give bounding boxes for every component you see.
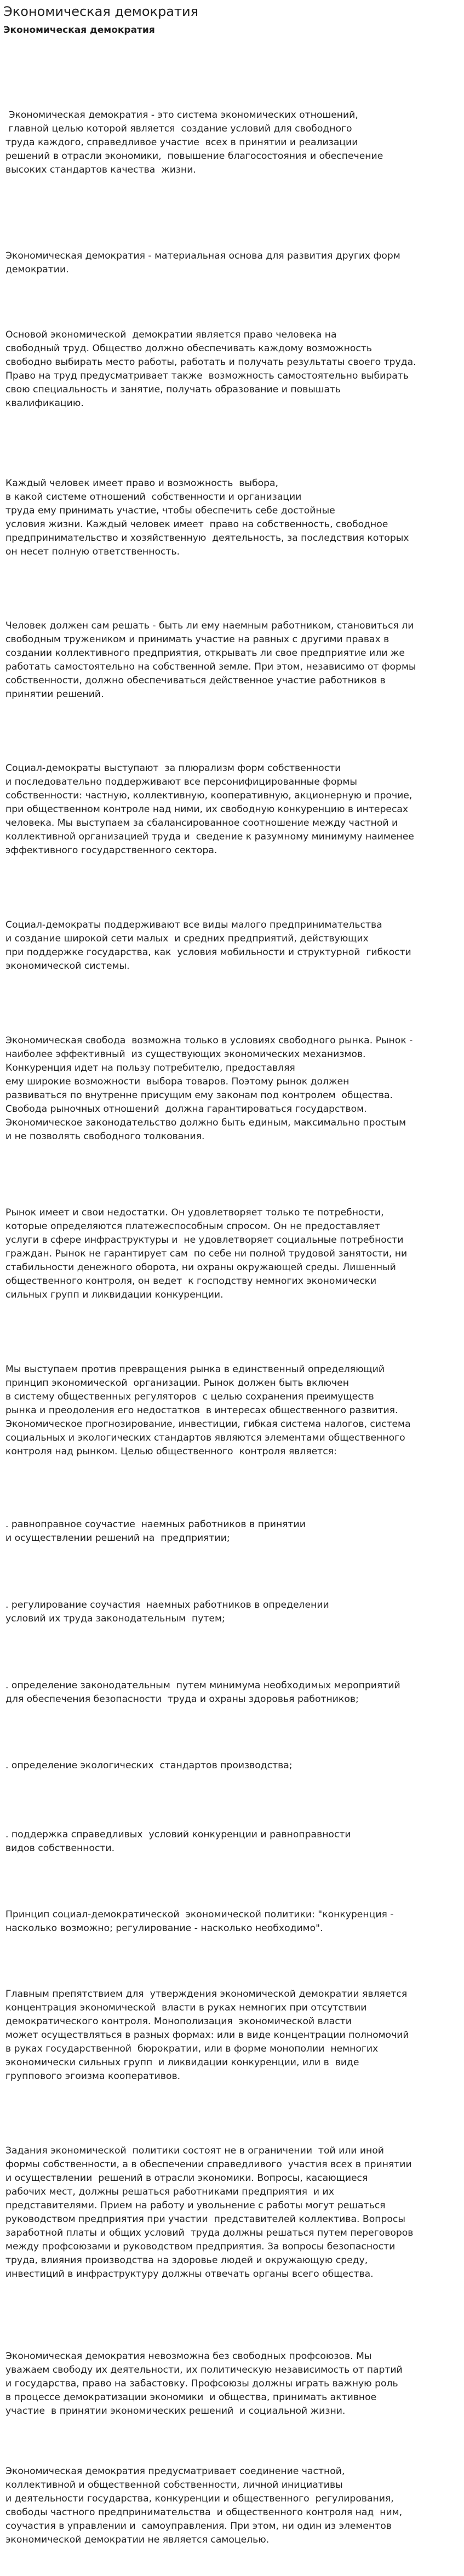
paragraph-free-market: Экономическая свобода возможна только в условиях свободного рынка. Рынок - наиболее эффективный из существующих экономических механизмов. Конкуренция идет на пользу потребителю, предоставляя ему широкие возможности выбора товаров. Поэтому рынок должен развиваться по внутренне присущим ему законам под контролем общества. Свобода рыночных отношений должна гарантироваться государством. Экономическое законодательство должно быть единым, максимально простым и не позволять свободного толкования. — [5, 1035, 413, 1142]
list-item-ecology: . определение экологических стандартов производства; — [5, 1760, 293, 1771]
paragraph-right-to-work: Основой экономической демократии является право человека на свободный труд. Общество должно обеспечивать каждому возможность свободно выбирать место работы, работать и получать результаты своего труда. Право на труд предусматривает также возможность самостоятельно выбирать свою специальность и занятие, получать образование и повышать квалификацию. — [5, 329, 416, 409]
paragraph-material-basis: Экономическая демократия - материальная основа для развития других форм демократии. — [5, 250, 400, 275]
paragraph-definition: Экономическая демократия - это система экономических отношений, главной целью которой является создание условий для свободного труда каждого, справедливое участие всех в принятии и реализации решений в отрасли экономики, повышение благосостояния и обеспечение высоких стандартов качества жизни. — [5, 110, 383, 175]
paragraph-conclusion: Экономическая демократия предусматривает соединение частной, коллективной и общественной собственности, личной инициативы и деятельности государства, конкуренции и общественного регулирования, свободы частного предпринимательства и общественного контроля над ним, соучастия в управлении и самоуправления. При этом, ни один из элементов экономической демократии не является самоцелью. — [5, 2466, 403, 2545]
page-title: Экономическая демократия — [3, 4, 199, 19]
paragraph-trade-unions: Экономическая демократия невозможна без свободных профсоюзов. Мы уважаем свободу их деятельности, их политическую независимость от партий и государства, право на забастовку. Профсоюзы должны играть важную роль в процессе демократизации экономики и общества, принимать активное участие в принятии экономических решений и социальной жизни. — [5, 2351, 403, 2417]
paragraph-small-business: Социал-демократы поддерживают все виды малого предпринимательства и создание широкой сети малых и средних предприятий, действующих при поддержке государства, как условия мобильности и структурной гибкости экономической системы. — [5, 919, 411, 972]
paragraph-pluralism: Социал-демократы выступают за плюрализм форм собственности и последовательно поддерживают все персонифицированные формы собственности: частную, коллективную, кооперативную, акционерную и прочие, при общественном контроле над ними, их свободную конкуренцию в интересах человека. Мы выступаем за сбалансированное соотношение между частной и коллективной организацией труда и сведение к разумному минимуму наименее эффективного государственного сектора. — [5, 763, 414, 856]
paragraph-right-to-choose: Каждый человек имеет право и возможность выбора, в какой системе отношений собственности и организации труда ему принимать участие, чтобы обеспечить себе достойные условия жизни. Каждый человек имеет право на собственность, свободное предпринимательство и хозяйственную деятельность, за последствия которых он несет полную ответственность. — [5, 478, 409, 557]
paragraph-market-drawbacks: Рынок имеет и свои недостатки. Он удовлетворяет только те потребности, которые определяются платежеспособным спросом. Он не предоставляет услуги в сфере инфраструктуры и не удовлетворяет социальные потребности граждан. Рынок не гарантирует сам по себе ни полной трудовой занятости, ни стабильности денежного оборота, ни охраны окружающей среды. Лишенный общественного контроля, он ведет к господству немногих экономически сильных групп и ликвидации конкуренции. — [5, 1207, 408, 1300]
list-item-regulation: . регулирование соучастия наемных работников в определении условий их труда законодательным путем; — [5, 1600, 329, 1624]
paragraph-self-decision: Человек должен сам решать - быть ли ему наемным работником, становиться ли свободным тружеником и принимать участие на равных с другими правах в создании коллективного предприятия, открывать ли свое предприятие или же работать самостоятельно на собственной земле. При этом, независимо от формы собственности, должно обеспечиваться действенное участие работников в принятии решений. — [5, 620, 416, 700]
page-subtitle: Экономическая демократия — [3, 25, 155, 36]
paragraph-main-obstacle: Главным препятствием для утверждения экономической демократии является концентрация экономической власти в руках немногих при отсутствии демократического контроля. Монополизация экономической власти может осуществляться в разных формах: или в виде концентрации полномочий в руках государственной бюрократии, или в форме монополии немногих экономически сильных групп и ликвидации конкуренции, или в виде группового эгоизма кооперативов. — [5, 1989, 409, 2082]
list-item-safety: . определение законодательным путем минимума необходимых мероприятий для обеспечения безопасности труда и охраны здоровья работников; — [5, 1680, 400, 1705]
list-item-participation: . равноправное соучастие наемных работников в принятии и осуществлении решений на предприятии; — [5, 1519, 306, 1544]
list-item-competition: . поддержка справедливых условий конкуренции и равноправности видов собственности. — [5, 1829, 351, 1854]
paragraph-policy-tasks: Задания экономической политики состоят не в ограничении той или иной формы собственности, а в обеспечении справедливого участия всех в принятии и осуществлении решений в отрасли экономики. Вопросы, касающиеся рабочих мест, должны решаться работниками предприятия и их представителями. Прием на работу и увольнение с работы могут решаться руководством предприятия при участии представителей коллектива. Вопросы заработной платы и общих условий труда должны решаться путем переговоров между профсоюзами и руководством предприятия. За вопросы безопасности труда, влияния производства на здоровье людей и окружающую среду, инвестиций в инфраструктуру должны отвечать органы всего общества. — [5, 2145, 414, 2280]
paragraph-public-control: Мы выступаем против превращения рынка в единственный определяющий принцип экономической организации. Рынок должен быть включен в систему общественных регуляторов с целью сохранения преимуществ рынка и преодоления его недостатков в интересах общественного развития. Экономическое прогнозирование, инвестиции, гибкая система налогов, система социальных и экологических стандартов являются элементами общественного контроля над рынком. Целью общественного контроля является: — [5, 1364, 411, 1457]
paragraph-policy-principle: Принцип социал-демократической экономической политики: "конкуренция - насколько возможно; регулирование - насколько необходимо". — [5, 1909, 394, 1934]
